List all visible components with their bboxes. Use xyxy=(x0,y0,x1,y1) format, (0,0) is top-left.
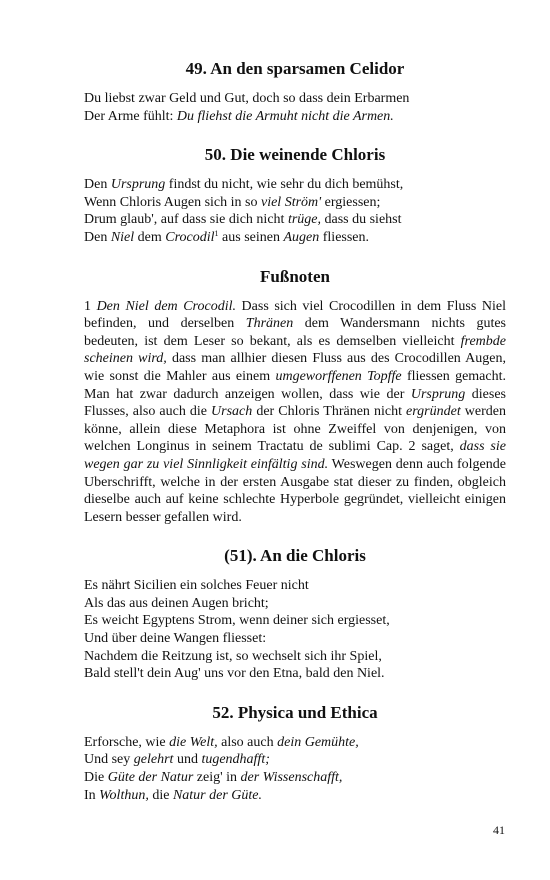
text-run: Den xyxy=(84,229,111,245)
verse-line xyxy=(84,769,506,787)
italic-text: Crocodil xyxy=(165,229,215,245)
footnotes-section xyxy=(84,266,506,527)
italic-text: Güte der Natur xyxy=(107,770,194,786)
text-run: zeig' in xyxy=(193,770,241,786)
verse-line xyxy=(84,595,506,613)
poem-title: 49. An den sparsamen Celidor xyxy=(185,59,405,78)
italic-text: Ursach xyxy=(211,404,253,420)
verse-line xyxy=(84,648,506,666)
italic-text: die Welt, xyxy=(169,734,218,750)
footnote-text xyxy=(84,298,506,527)
footnote-marker[interactable]: 1 xyxy=(214,228,219,238)
page-number: 41 xyxy=(493,823,505,837)
text-run: Und sey xyxy=(84,752,134,768)
poem-verse xyxy=(84,90,506,125)
italic-text: Niel xyxy=(110,229,135,245)
poem-title: 50. Die weinende Chloris xyxy=(204,145,386,165)
verse-line xyxy=(84,176,506,194)
text-run: findst du nicht, wie sehr du dich bemühst, xyxy=(165,177,404,193)
footnotes-title: Fußnoten xyxy=(260,266,330,286)
poem-verse xyxy=(84,577,506,683)
italic-text: viel Ström' xyxy=(260,194,322,210)
italic-text: Den Niel dem Crocodil. xyxy=(96,298,236,314)
italic-text: trüge, xyxy=(287,212,321,228)
verse-line xyxy=(84,108,506,126)
text-run: In xyxy=(84,787,100,803)
page-body xyxy=(84,58,506,823)
italic-text: gelehrt xyxy=(133,752,174,768)
text-run: dieses Flusses, also auch die xyxy=(84,386,506,420)
text-run: Erforsche, wie xyxy=(84,734,170,750)
poem-title: (51). An die Chloris xyxy=(224,546,366,566)
italic-text: Wolthun, xyxy=(99,787,149,803)
text-run: Wenn Chloris Augen sich in so xyxy=(84,194,261,210)
text-run: Die xyxy=(84,770,108,786)
verse-line xyxy=(84,90,506,108)
poem-51 xyxy=(84,545,506,683)
italic-text: Ursprung xyxy=(410,386,466,402)
verse-line xyxy=(84,612,506,630)
verse-line xyxy=(84,577,506,595)
text-run: Du liebst zwar Geld und Gut, doch so dass dein Erbarmen xyxy=(84,91,410,106)
text-run: fliessen gemacht. Man hat zwar dadurch anzeigen wollen, dass wie der xyxy=(84,368,506,402)
text-run: Weswegen denn auch folgende Uberschrifft, welche in der ersten Ausgabe stat dieser zu finden, obgleich dieselbe auch auf keine schlechte Hyperbole gegründet, vielleicht einigen Lesern besser gefallen wird. xyxy=(84,456,506,525)
verse-line xyxy=(84,211,506,229)
text-run: 1 xyxy=(84,298,97,314)
italic-text: Natur der Güte. xyxy=(172,787,262,803)
text-run: Dass sich viel Crocodillen in dem Fluss Niel befinden, und derselben xyxy=(84,298,506,332)
text-run: dem xyxy=(134,229,166,245)
verse-line xyxy=(84,787,506,805)
text-run: Bald stell't dein Aug' uns vor den Etna, bald den Niel. xyxy=(84,666,385,682)
text-run: werden könne, allein diese Metaphora ist ohne Zweiffel von denjenigen, von welchen Longinus in seinem Tractatu de sublimi Cap. 2 saget, xyxy=(84,404,506,455)
text-run: dass man allhier diesen Fluss aus des Crocodillen Augen, wie sonst die Mahler aus einem xyxy=(84,351,506,384)
italic-text: umgeworffenen Topffe xyxy=(275,368,402,384)
text-run: ergiessen; xyxy=(321,194,381,210)
text-run: Und über deine Wangen fliesset: xyxy=(84,631,267,647)
italic-text: Ursprung xyxy=(110,177,166,193)
text-run: Der Arme fühlt: xyxy=(84,108,177,124)
verse-line xyxy=(84,751,506,769)
italic-text: der Wissenschafft, xyxy=(240,770,343,786)
text-run: Nachdem die Reitzung ist, so wechselt sich ihr Spiel, xyxy=(84,648,382,664)
poem-verse xyxy=(84,176,506,246)
italic-text: Du fliehst die Armuht nicht die Armen. xyxy=(176,108,394,124)
text-run: Als das aus deinen Augen bricht; xyxy=(84,595,269,611)
text-run: Es weicht Egyptens Strom, wenn deiner sich ergiesset, xyxy=(84,613,390,629)
verse-line xyxy=(84,630,506,648)
verse-line xyxy=(84,665,506,683)
italic-text: ergründet xyxy=(406,404,461,420)
italic-text: dass sie wegen gar zu viel Sinnligkeit einfältig sind. xyxy=(84,439,506,472)
verse-line xyxy=(84,229,506,247)
italic-text: dein Gemühte, xyxy=(277,734,359,750)
verse-line xyxy=(84,734,506,752)
poem-52 xyxy=(84,702,506,804)
italic-text: frembde scheinen wird, xyxy=(84,333,506,367)
text-run: dem Wandersmann nichts gutes bedeuten, ist dem Leser so bekant, als es demselben vielleicht xyxy=(84,316,507,349)
poem-49 xyxy=(84,58,506,125)
poem-title: 52. Physica und Ethica xyxy=(212,702,378,722)
text-run: fliessen. xyxy=(319,229,370,245)
text-run: Es nährt Sicilien ein solches Feuer nicht xyxy=(84,578,309,594)
text-run: die xyxy=(148,787,173,803)
italic-text: Augen xyxy=(283,229,320,245)
text-run: Drum glaub', auf dass sie dich nicht xyxy=(84,212,288,228)
italic-text: tugendhafft; xyxy=(201,752,270,768)
verse-line xyxy=(84,194,506,212)
text-run: Den xyxy=(84,177,111,193)
text-run: und xyxy=(173,752,202,768)
text-run: der Chloris Thränen nicht xyxy=(252,404,407,420)
italic-text: Thränen xyxy=(245,316,294,332)
poem-50 xyxy=(84,144,506,246)
text-run: dass du siehst xyxy=(321,212,402,228)
poem-verse xyxy=(84,734,506,804)
text-run: aus seinen xyxy=(218,229,284,245)
text-run: also auch xyxy=(217,734,278,750)
